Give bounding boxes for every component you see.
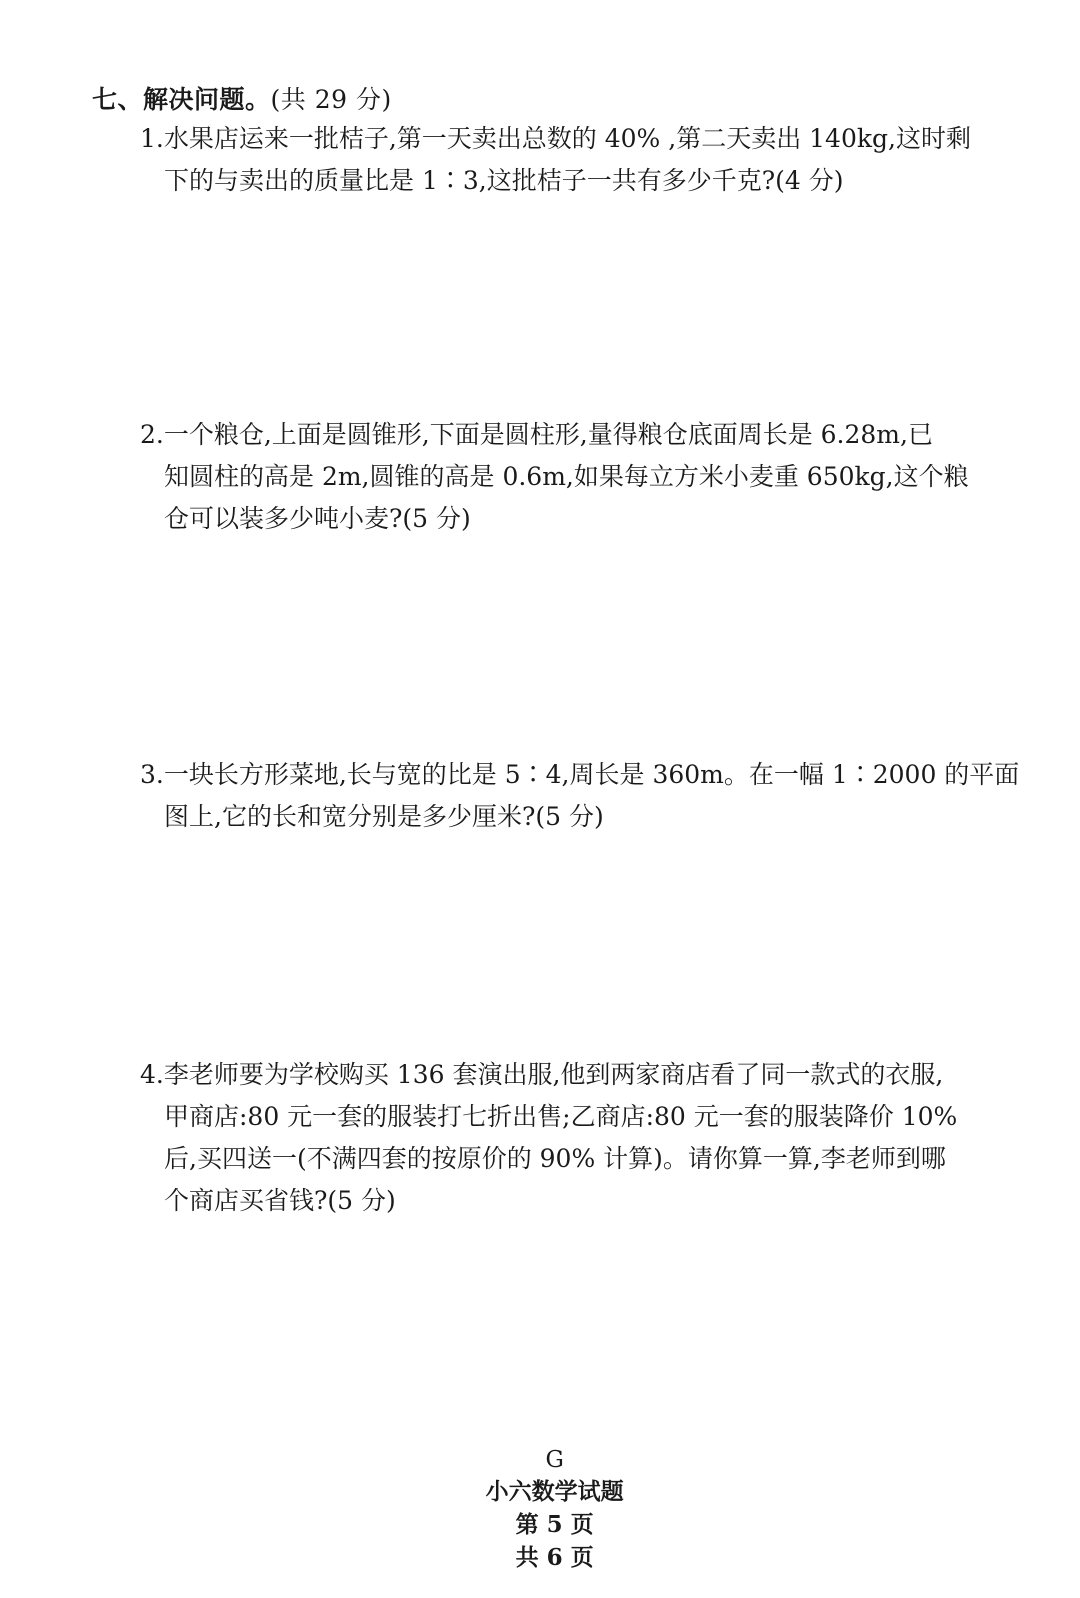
problem-4-line-2: 甲商店:80 元一套的服装打七折出售;乙商店:80 元一套的服装降价 10%: [164, 1102, 958, 1131]
problem-4-line-3: 后,买四送一(不满四套的按原价的 90% 计算)。请你算一算,李老师到哪: [164, 1144, 946, 1173]
problem-3-line-1: 3.一块长方形菜地,长与宽的比是 5∶4,周长是 360m。在一幅 1∶2000 的平面: [140, 760, 1020, 789]
footer-subject: 小六数学试题: [485, 1478, 624, 1505]
footer-code: G: [545, 1447, 564, 1473]
problem-2-line-1: 2.一个粮仓,上面是圆锥形,下面是圆柱形,量得粮仓底面周长是 6.28m,已: [140, 420, 933, 449]
problem-1-line-2: 下的与卖出的质量比是 1∶3,这批桔子一共有多少千克?(4 分): [164, 166, 844, 195]
problem-4-line-4: 个商店买省钱?(5 分): [164, 1186, 396, 1215]
problem-3-line-2: 图上,它的长和宽分别是多少厘米?(5 分): [164, 802, 604, 831]
page-footer: [0, 1421, 1080, 1598]
problem-2-line-2: 知圆柱的高是 2m,圆锥的高是 0.6m,如果每立方米小麦重 650kg,这个粮: [164, 462, 969, 491]
problem-4: [140, 1054, 1000, 1222]
problem-1: [140, 118, 1000, 202]
footer-page-number: 第 5 页: [515, 1511, 594, 1538]
problem-2-line-3: 仓可以装多少吨小麦?(5 分): [164, 504, 471, 533]
footer-total-pages: 共 6 页: [515, 1544, 594, 1571]
problem-4-line-1: 4.李老师要为学校购买 136 套演出服,他到两家商店看了同一款式的衣服,: [140, 1060, 944, 1089]
problem-1-line-1: 1.水果店运来一批桔子,第一天卖出总数的 40% ,第二天卖出 140kg,这时剩: [140, 124, 971, 153]
problem-3: [140, 754, 1020, 838]
problem-2: [140, 414, 1000, 540]
section-title: 七、解决问题。: [92, 85, 271, 114]
section-heading: [92, 80, 392, 116]
section-points: (共 29 分): [270, 85, 392, 114]
